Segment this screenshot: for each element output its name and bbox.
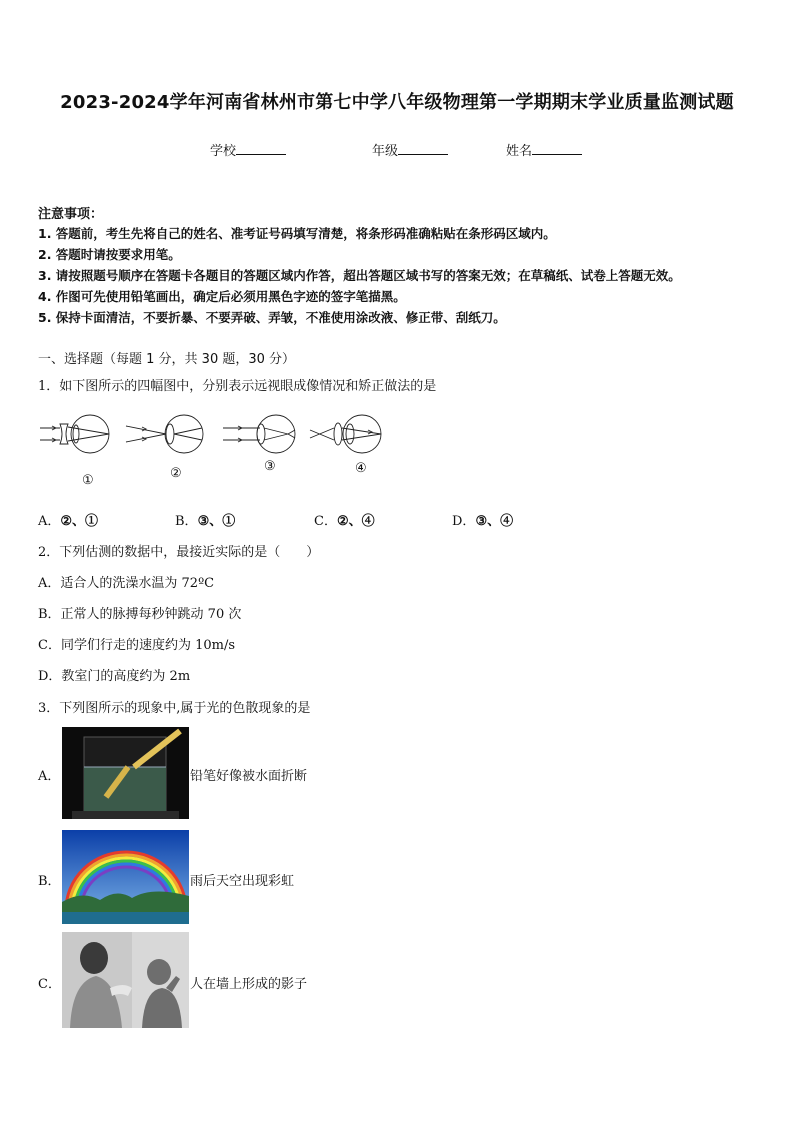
notice-item: 1. 答题前，考生先将自己的姓名、准考证号码填写清楚，将条形码准确粘贴在条形码区域内。 xyxy=(38,226,556,241)
option-d[interactable] xyxy=(452,510,513,529)
option-letter: C． xyxy=(314,514,337,529)
option-letter: B． xyxy=(175,514,198,529)
figure-label: ④ xyxy=(355,461,367,476)
eye-diagram-1 xyxy=(40,415,109,453)
rainbow-image[interactable] xyxy=(62,830,189,924)
figure-label: ① xyxy=(82,473,94,488)
eye-diagram-4 xyxy=(310,415,381,453)
grade-blank[interactable] xyxy=(398,142,448,155)
shadow-on-wall-image[interactable] xyxy=(62,932,189,1028)
option-c[interactable]: C．同学们行走的速度约为 10m/s xyxy=(38,638,235,653)
school-label: 学校 xyxy=(210,144,237,159)
eye-diagram-2 xyxy=(126,415,203,453)
figure-label: ② xyxy=(170,466,182,481)
section-heading: 一、选择题（每题 1 分，共 30 题，30 分） xyxy=(38,352,296,367)
option-text: ②、① xyxy=(60,514,99,529)
option-c-letter: C． xyxy=(38,977,61,992)
option-b[interactable] xyxy=(175,510,235,529)
option-letter: D． xyxy=(452,514,476,529)
eye-diagram-3 xyxy=(223,415,295,453)
option-a[interactable] xyxy=(38,510,98,529)
option-a[interactable]: A．适合人的洗澡水温为 72ºC xyxy=(38,576,215,591)
option-c[interactable] xyxy=(314,510,375,529)
option-a-letter: A． xyxy=(38,769,61,784)
option-b-caption: 雨后天空出现彩虹 xyxy=(190,874,295,889)
option-b-letter: B． xyxy=(38,874,61,889)
option-d[interactable]: D．教室门的高度约为 2m xyxy=(38,669,191,684)
grade-label: 年级 xyxy=(372,144,399,159)
name-label: 姓名 xyxy=(506,144,533,159)
page-title: 2023-2024学年河南省林州市第七中学八年级物理第一学期期末学业质量监测试题 xyxy=(60,92,734,113)
question-2-stem: 2．下列估测的数据中，最接近实际的是（ ） xyxy=(38,545,320,560)
option-c-caption: 人在墙上形成的影子 xyxy=(190,977,308,992)
option-text: ③、④ xyxy=(475,514,514,529)
question-3-stem: 3．下列图所示的现象中,属于光的色散现象的是 xyxy=(38,701,311,716)
notice-item: 3. 请按照题号顺序在答题卡各题目的答题区域内作答，超出答题区域书写的答案无效；在草稿纸、试卷上答题无效。 xyxy=(38,268,681,283)
name-blank[interactable] xyxy=(532,142,582,155)
notice-heading: 注意事项： xyxy=(38,207,104,222)
option-text: ③、① xyxy=(197,514,236,529)
name-field xyxy=(506,140,582,159)
school-field xyxy=(210,140,286,159)
grade-field xyxy=(372,140,448,159)
figure-label: ③ xyxy=(264,459,276,474)
question-1-stem: 1．如下图所示的四幅图中，分别表示远视眼成像情况和矫正做法的是 xyxy=(38,379,437,394)
option-text: ②、④ xyxy=(336,514,375,529)
option-a-caption: 铅笔好像被水面折断 xyxy=(190,769,308,784)
school-blank[interactable] xyxy=(236,142,286,155)
notice-item: 5. 保持卡面清洁，不要折暴、不要弄破、弄皱，不准使用涂改液、修正带、刮纸刀。 xyxy=(38,310,506,325)
notice-item: 4. 作图可先使用铅笔画出，确定后必须用黑色字迹的签字笔描黑。 xyxy=(38,289,406,304)
option-letter: A． xyxy=(38,514,61,529)
option-b[interactable]: B．正常人的脉搏每秒钟跳动 70 次 xyxy=(38,607,242,622)
pencil-in-water-image[interactable] xyxy=(62,727,189,819)
notice-item: 2. 答题时请按要求用笔。 xyxy=(38,247,181,262)
